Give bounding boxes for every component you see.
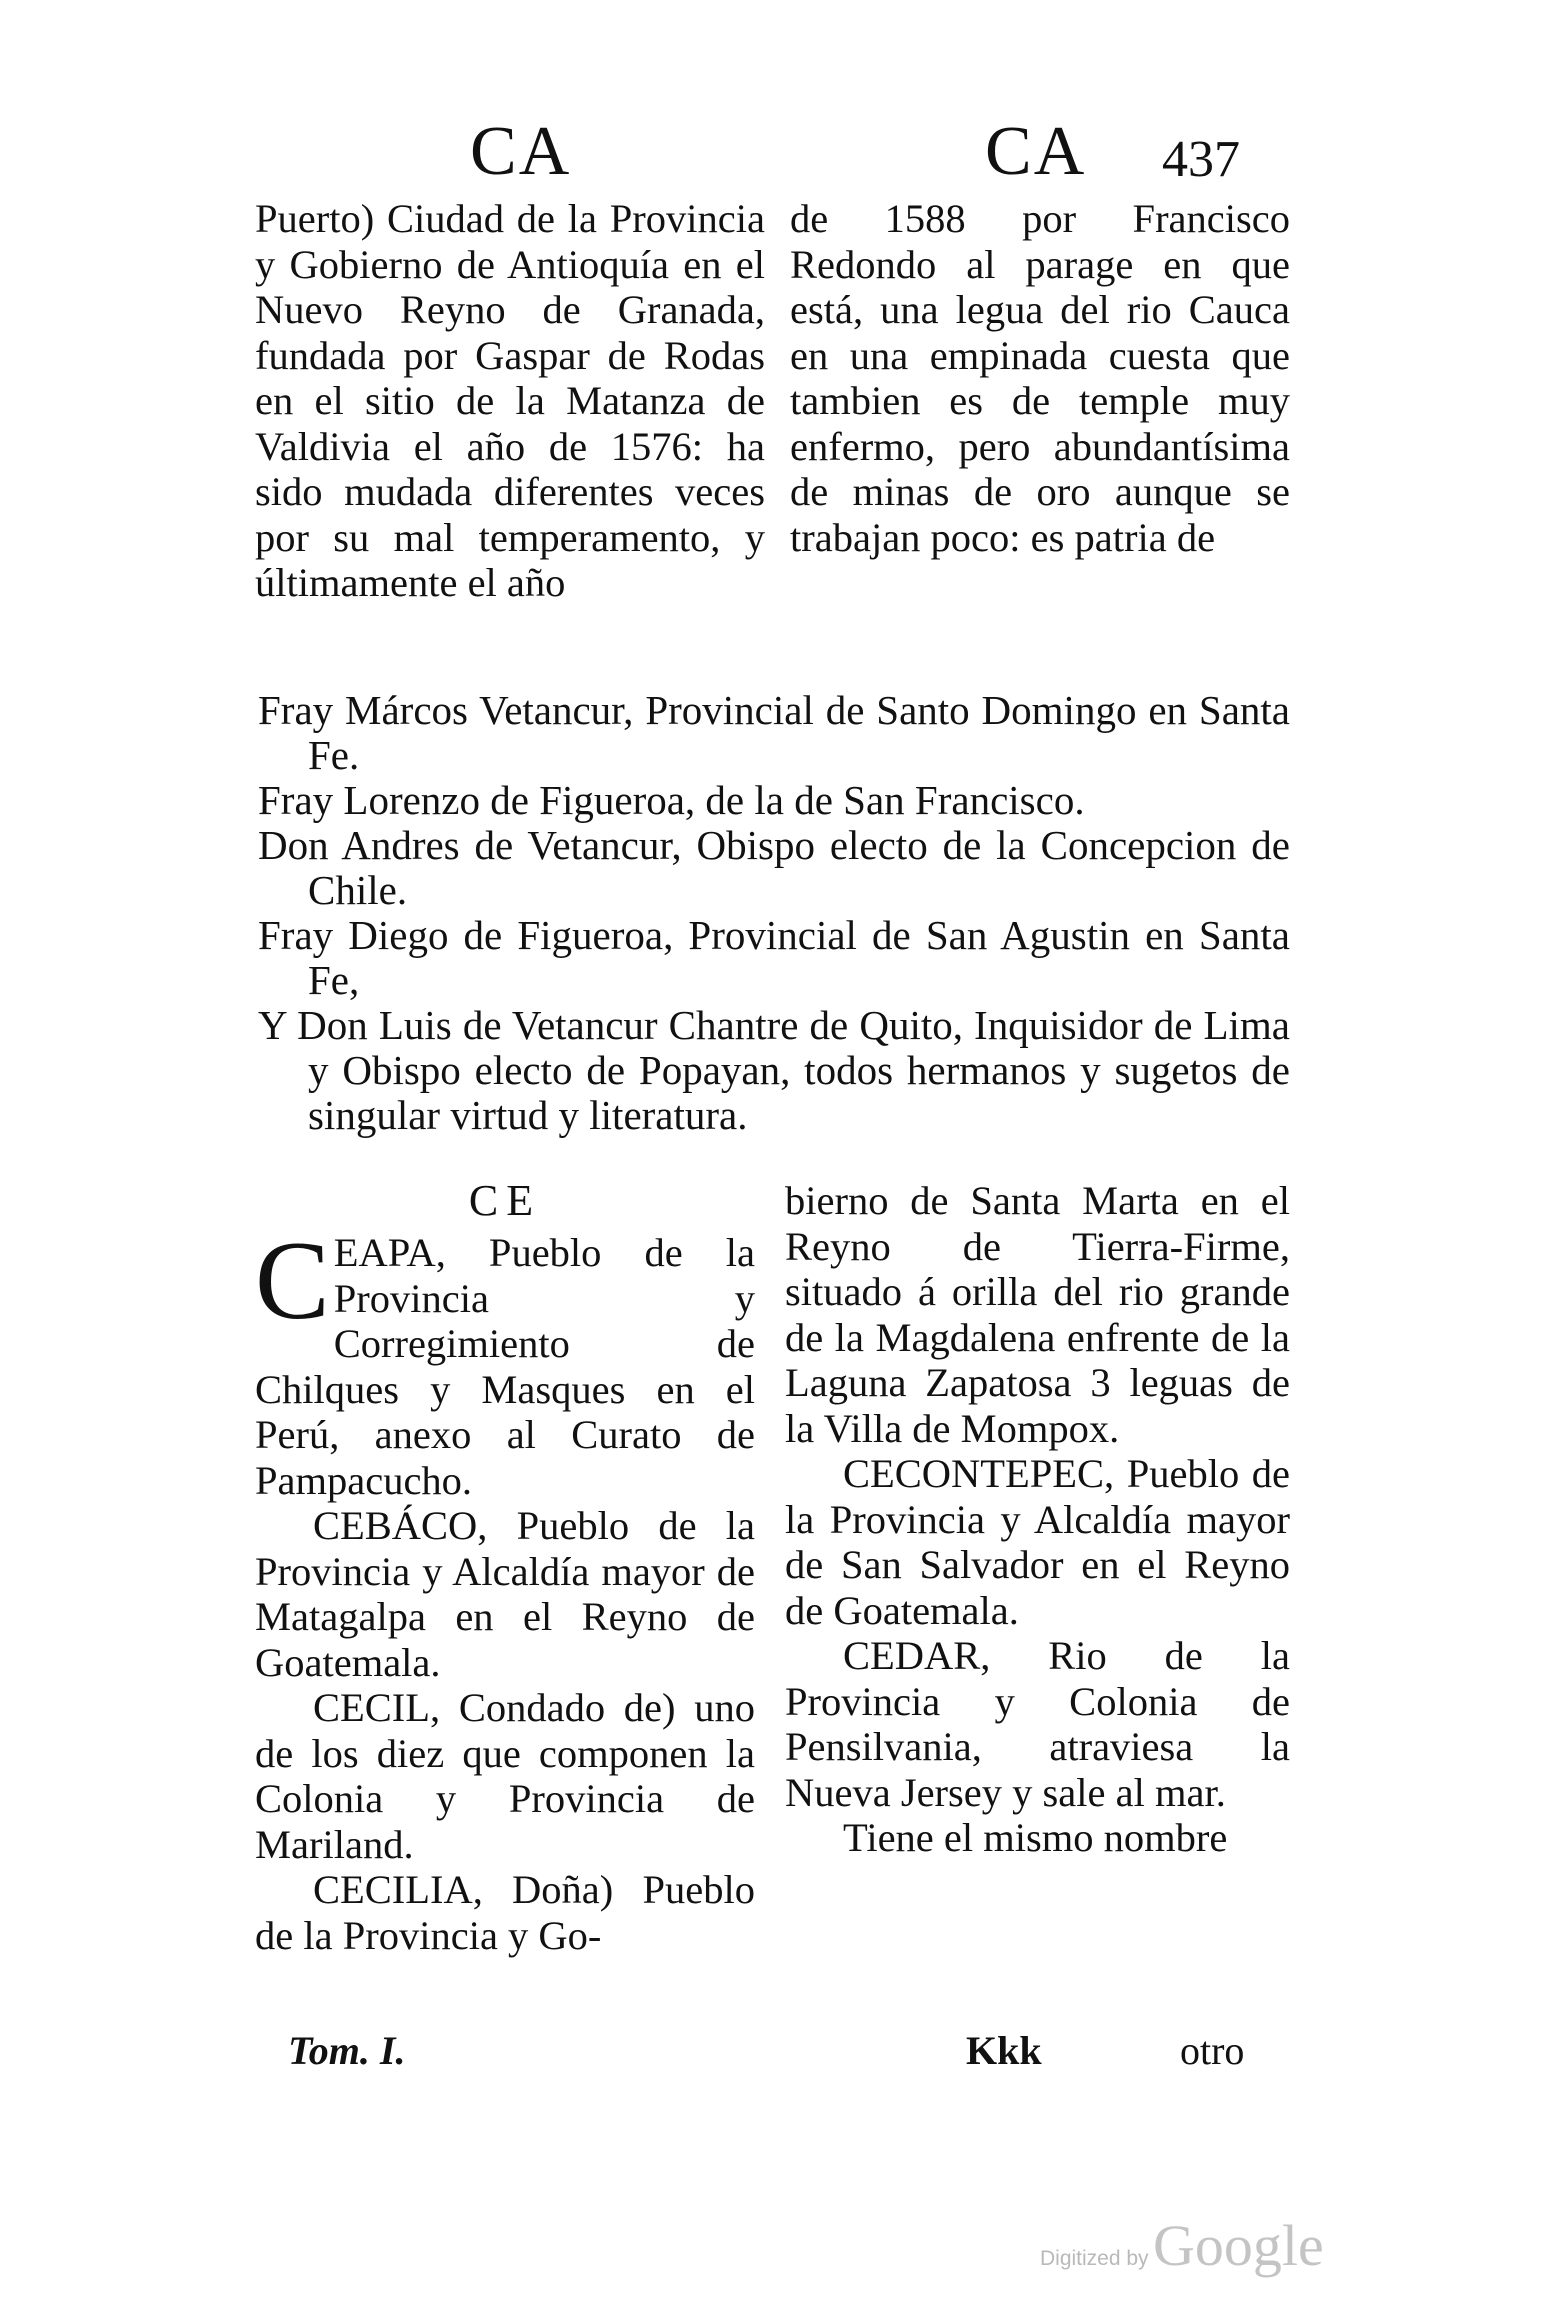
left-running-head: CA [470,113,572,190]
page-number: 437 [1162,131,1240,188]
entry-lorenzo-figueroa: Fray Lorenzo de Figueroa, de la de San Francisco. [258,777,1085,823]
right-running-head: CA [985,113,1087,190]
bottom-right-column [785,1178,1290,1861]
entry-marcos-vetancur: Fray Márcos Vetancur, Provincial de Santo Domingo en Santa Fe. [258,687,1290,778]
entry-cebaco: CEBÁCO, Pueblo de la Provincia y Alcaldía mayor de Matagalpa en el Reyno de Goatemala. [255,1503,755,1685]
entry-andres-vetancur: Don Andres de Vetancur, Obispo electo de la Concepcion de Chile. [258,822,1290,913]
top-right-column [790,196,1290,560]
puerto-text: Puerto) Ciudad de la Provincia y Gobierno de Antioquía en el Nuevo Reyno de Granada, fundada por Gaspar de Rodas en el sitio de la Matanza de Valdivia el año de 1576: ha sido mudada diferentes veces por su mal temperamento, y últimamente el año [255,196,765,605]
gathering-signature: Kkk [966,2028,1042,2073]
entry-diego-figueroa: Fray Diego de Figueroa, Provincial de San Agustin en Santa Fe, [258,912,1290,1003]
entry-ceapa [255,1219,755,1503]
entry-cecontepec: CECONTEPEC, Pueblo de la Provincia y Alcaldía mayor de San Salvador en el Reyno de Goatemala. [785,1451,1290,1633]
entry-luis-vetancur: Y Don Luis de Vetancur Chantre de Quito, Inquisidor de Lima y Obispo electo de Popayan, todos hermanos y sugetos de singular virtud y literatura. [258,1002,1290,1138]
entry-tiene: Tiene el mismo nombre [843,1815,1228,1860]
section-heading-ce: CE [468,1176,542,1225]
catchword: otro [1180,2028,1245,2073]
bottom-left-column [255,1178,755,1958]
entry-cecilia: CECILIA, Doña) Pueblo de la Provincia y Go- [255,1867,755,1958]
ceapa-text: EAPA, Pueblo de la Provincia y Corregimiento de Chilques y Masques en el Perú, anexo al Curato de Pampacucho. [255,1230,755,1503]
entry-cecil: CECIL, Condado de) uno de los diez que componen la Colonia y Provincia de Mariland. [255,1685,755,1867]
digitized-by-label: Digitized by [1040,2247,1149,2270]
digitized-watermark [1040,2212,1324,2279]
santa-marta-continuation: bierno de Santa Marta en el Reyno de Tierra-Firme, situado á orilla del rio grande de la Magdalena enfrente de la Laguna Zapatosa 3 leguas de la Villa de Mompox. [785,1178,1290,1451]
google-logo: Google [1153,2213,1324,2278]
drop-cap: C [255,1219,330,1343]
top-left-column [255,196,765,606]
notable-persons-list [258,688,1290,1138]
volume-signature: Tom. I. [288,2028,406,2073]
redondo-text: de 1588 por Francisco Redondo al parage en que está, una legua del rio Cauca en una empinada cuesta que tambien es de temple muy enfermo, pero abundantísima de minas de oro aunque se trabajan poco: es patria de [790,196,1290,560]
entry-cedar: CEDAR, Rio de la Provincia y Colonia de Pensilvania, atraviesa la Nueva Jersey y sale al mar. [785,1633,1290,1815]
